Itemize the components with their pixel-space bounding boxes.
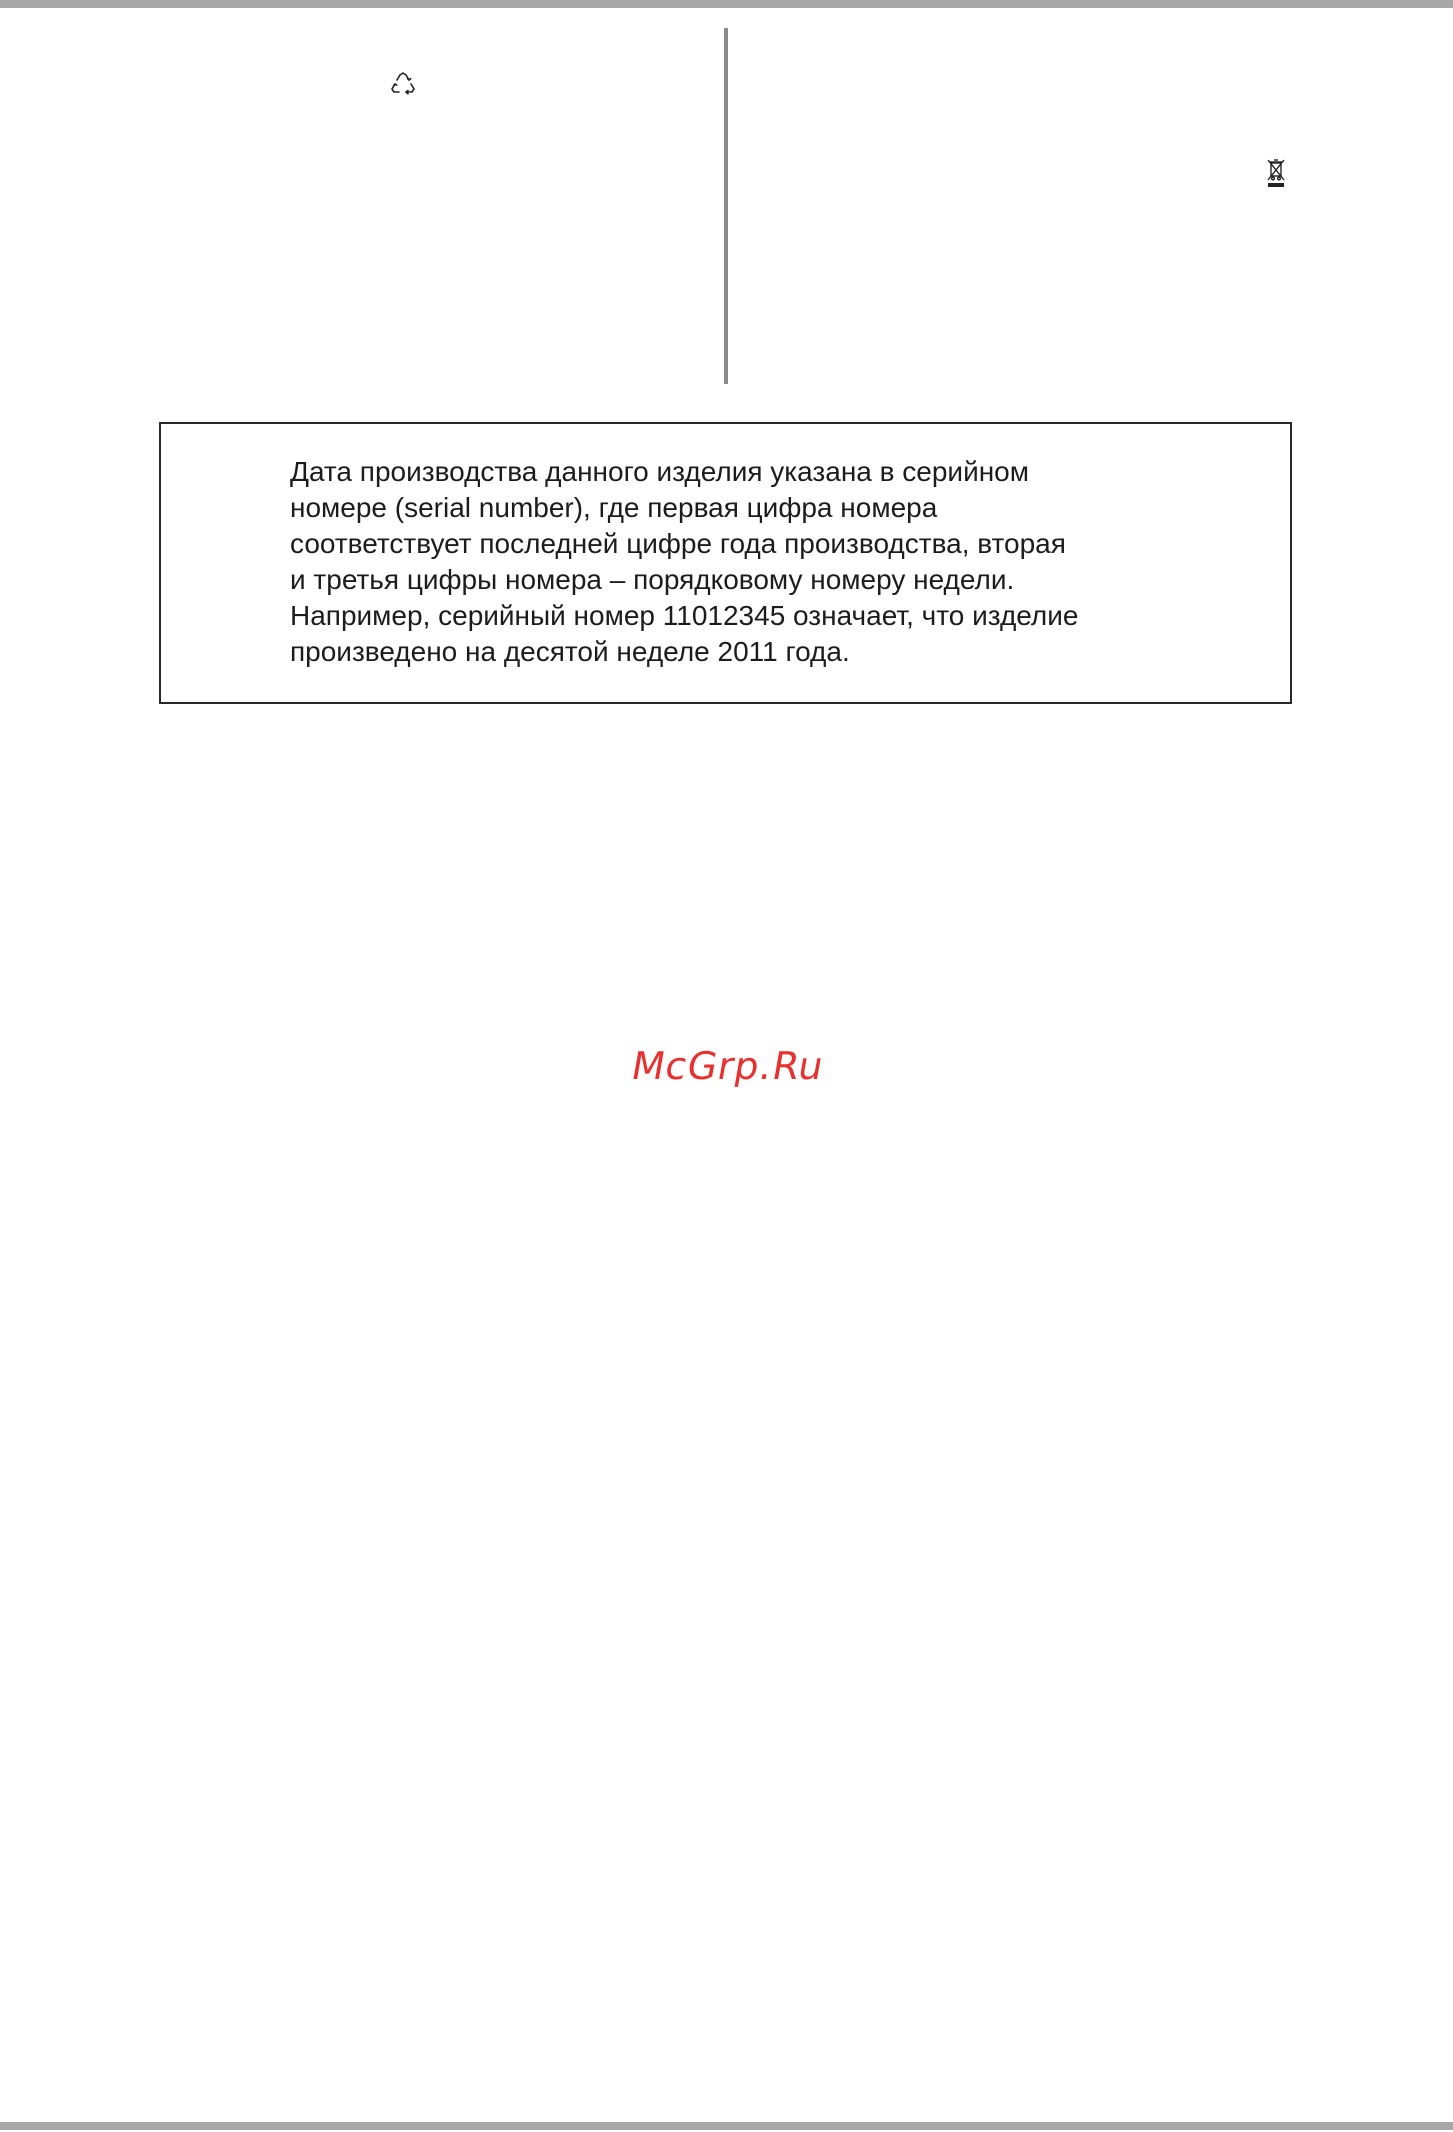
watermark: McGrp.Ru [628, 1044, 828, 1088]
notice-line: Например, серийный номер 11012345 означает, что изделие [290, 600, 1079, 631]
notice-line: и третья цифры номера – порядковому номеру недели. [290, 564, 1015, 595]
manufacture-date-notice [159, 422, 1292, 704]
notice-line: произведено на десятой неделе 2011 года. [290, 636, 850, 667]
notice-line: номере (serial number), где первая цифра номера [290, 492, 938, 523]
weee-crossed-bin-icon [1266, 158, 1286, 188]
notice-text [290, 454, 1250, 670]
bottom-rule [0, 2122, 1453, 2130]
column-divider [724, 28, 728, 384]
top-rule [0, 0, 1453, 8]
notice-line: соответствует последней цифре года производства, вторая [290, 528, 1066, 559]
notice-line: Дата производства данного изделия указана в серийном [290, 456, 1029, 487]
recycle-icon [389, 71, 417, 99]
